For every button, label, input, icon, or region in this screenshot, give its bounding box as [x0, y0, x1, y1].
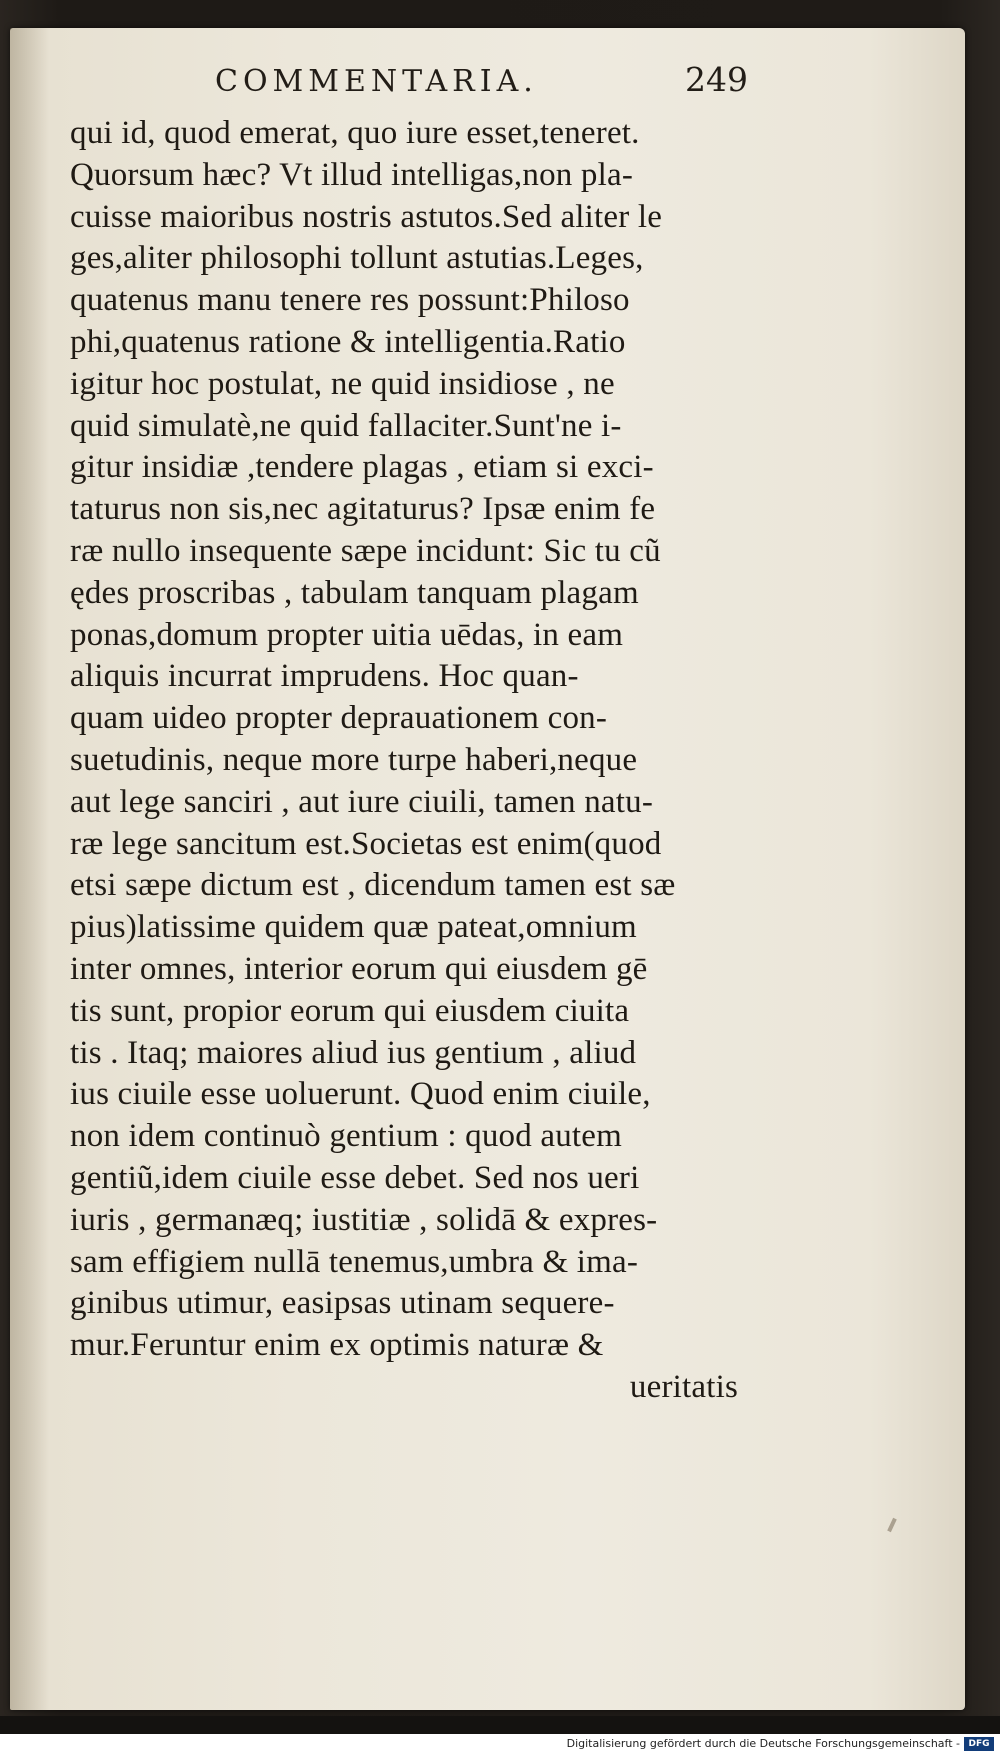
- dfg-logo-icon: DFG: [964, 1737, 994, 1751]
- text-line: phi,quatenus ratione & intelligentia.Ratio: [70, 323, 626, 360]
- text-line: inter omnes, interior eorum qui eiusdem gē: [70, 950, 648, 987]
- text-line: etsi sæpe dictum est , dicendum tamen est sæ: [70, 867, 676, 904]
- scan-bottom-edge: [0, 1716, 1000, 1734]
- text-line: ius ciuile esse uoluerunt. Quod enim ciuile,: [70, 1076, 651, 1113]
- text-line: gitur insidiæ ,tendere plagas , etiam si exci-: [70, 449, 654, 486]
- paper-blemish: [887, 1518, 897, 1532]
- text-line: qui id, quod emerat, quo iure esset,teneret.: [70, 115, 640, 151]
- catchword: ueritatis: [629, 1368, 738, 1405]
- footer-credit-strip: [0, 1734, 1000, 1755]
- text-line: ges,aliter philosophi tollunt astutias.Leges,: [70, 240, 644, 277]
- text-line: mur.Feruntur enim ex optimis naturæ &: [70, 1327, 604, 1364]
- text-line: igitur hoc postulat, ne quid insidiose , ne: [70, 365, 615, 402]
- text-line: taturus non sis,nec agitaturus? Ipsæ enim fe: [70, 491, 656, 528]
- text-line: quam uideo propter deprauationem con-: [70, 700, 608, 737]
- text-line: aliquis incurrat imprudens. Hoc quan-: [70, 658, 579, 695]
- gutter-shadow: [10, 28, 50, 1710]
- text-line: sam effigiem nullā tenemus,umbra & ima-: [70, 1243, 639, 1280]
- page-header: [215, 58, 755, 112]
- text-line: tis . Itaq; maiores aliud ius gentium , aliud: [70, 1034, 637, 1071]
- text-line: ræ nullo insequente sæpe incidunt: Sic tu cũ: [70, 532, 661, 569]
- body-text: [70, 113, 770, 1409]
- book-page: [10, 28, 965, 1710]
- text-line: Quorsum hæc? Vt illud intelligas,non pla-: [70, 156, 634, 193]
- running-title: COMMENTARIA.: [215, 64, 538, 99]
- digitization-credit: Digitalisierung gefördert durch die Deutsche Forschungsgemeinschaft -: [566, 1737, 960, 1750]
- text-line: iuris , germanæq; iustitiæ , solidā & expres-: [70, 1201, 658, 1238]
- text-line: quatenus manu tenere res possunt:Philoso: [70, 282, 630, 319]
- text-line: tis sunt, propior eorum qui eiusdem ciuita: [70, 992, 630, 1029]
- text-line: ponas,domum propter uitia uēdas, in eam: [70, 616, 624, 653]
- text-line: ędes proscribas , tabulam tanquam plagam: [70, 574, 639, 611]
- text-line: gentiũ,idem ciuile esse debet. Sed nos ueri: [70, 1159, 640, 1196]
- text-line: aut lege sanciri , aut iure ciuili, tamen natu-: [70, 783, 654, 820]
- text-line: suetudinis, neque more turpe haberi,neque: [70, 741, 638, 778]
- page-number: 249: [685, 60, 748, 99]
- text-line: pius)latissime quidem quæ pateat,omnium: [70, 909, 637, 946]
- text-line: non idem continuò gentium : quod autem: [70, 1118, 623, 1155]
- text-line: ræ lege sancitum est.Societas est enim(quod: [70, 825, 662, 862]
- text-line: quid simulatè,ne quid fallaciter.Sunt'ne i-: [70, 407, 622, 444]
- text-line: cuisse maioribus nostris astutos.Sed aliter le: [70, 198, 663, 235]
- text-line: ginibus utimur, easipsas utinam sequere-: [70, 1285, 615, 1322]
